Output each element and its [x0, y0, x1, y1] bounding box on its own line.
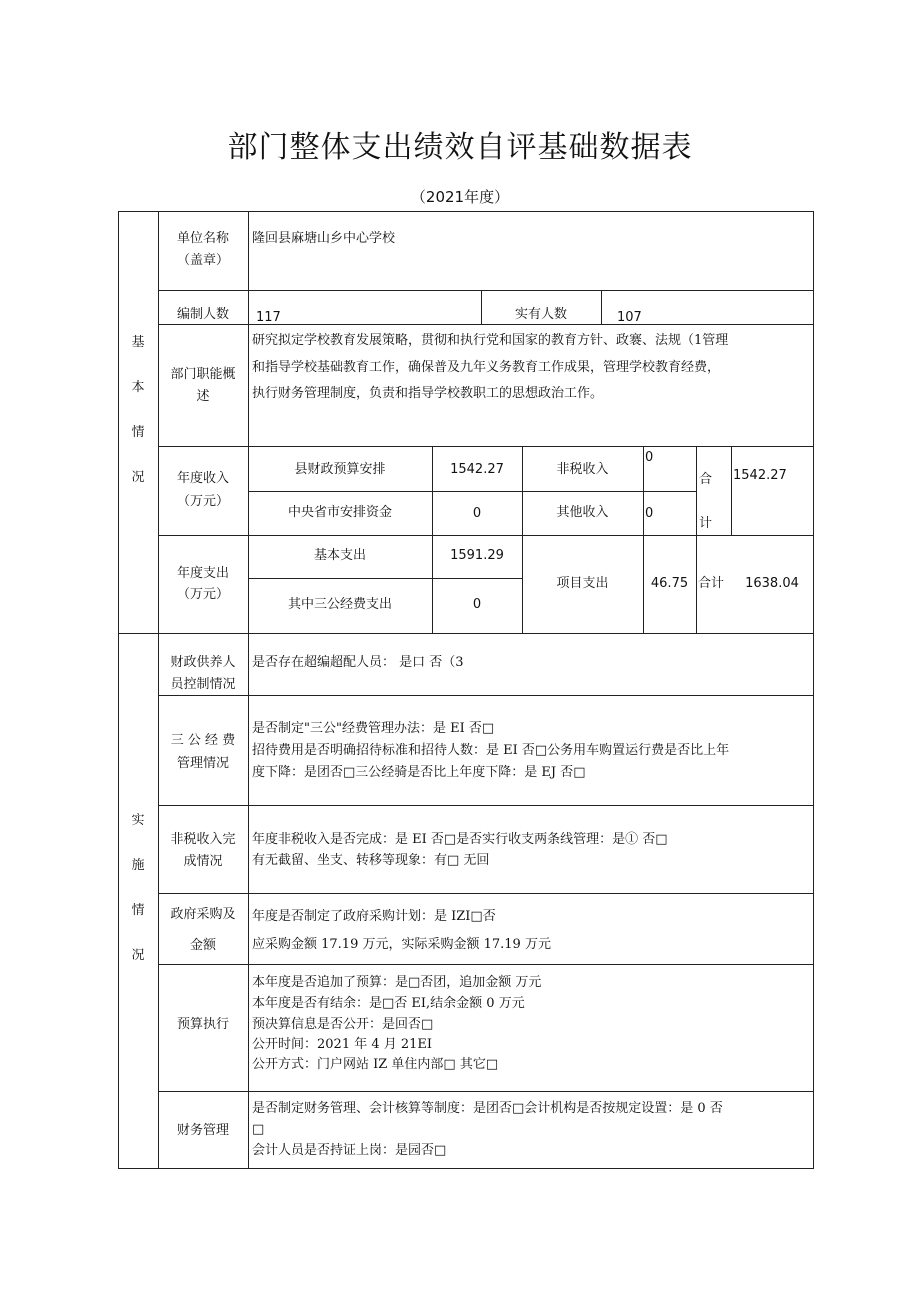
- budget-execution-text: 公开时间：2021 年 4 月 21EI: [252, 1037, 433, 1052]
- project-expense-label: 项目支出: [556, 576, 609, 591]
- county-budget-label: 县财政预算安排: [294, 462, 386, 477]
- budget-execution-text: 本年度是否追加了预算：是□否团，追加金额 万元: [252, 975, 542, 990]
- non-tax-completion-label-2: 成情况: [183, 854, 223, 869]
- three-public-expense-label: 其中三公经费支出: [287, 597, 392, 612]
- income-total-label: 合: [699, 472, 713, 487]
- duties-text: 执行财务管理制度，负责和指导学校教职工的思想政治工作。: [252, 386, 604, 401]
- income-unit-label: （万元）: [176, 494, 229, 509]
- basic-expense-label: 基本支出: [313, 548, 366, 563]
- expense-label: 年度支出: [176, 566, 229, 581]
- finance-mgmt-text: □: [252, 1122, 265, 1137]
- three-public-mgmt-label: 三 公 经 费: [170, 733, 236, 748]
- procurement-label-2: 金额: [189, 938, 216, 953]
- section-char: 情: [131, 425, 145, 440]
- three-public-expense-value: 0: [472, 597, 482, 612]
- staff-control-label-2: 员控制情况: [170, 677, 236, 692]
- three-public-mgmt-text: 招待费用是否明确招待标准和招待人数：是 EI 否□公务用车购置运行费是否比上年: [252, 743, 730, 758]
- actual-staff-value: 107: [617, 310, 642, 325]
- non-tax-completion-label: 非税收入完: [170, 832, 236, 847]
- duties-label: 部门职能概: [170, 367, 236, 382]
- project-expense-value: 46.75: [650, 576, 689, 591]
- procurement-text: 应采购金额 17.19 万元，实际采购金额 17.19 万元: [252, 937, 551, 952]
- section-char: 况: [131, 948, 145, 963]
- three-public-mgmt-label-2: 管理情况: [176, 756, 229, 771]
- central-funds-label: 中央省市安排资金: [287, 505, 392, 520]
- section-char: 本: [131, 380, 145, 395]
- non-tax-value: 0: [645, 450, 654, 465]
- section-char: 施: [131, 858, 145, 873]
- other-income-value: 0: [645, 506, 654, 521]
- expense-unit-label: （万元）: [176, 587, 229, 602]
- three-public-mgmt-text: 度下降：是团否□三公经骑是否比上年度下降：是 EJ 否□: [252, 765, 586, 780]
- section-basic-info: [128, 320, 148, 500]
- staff-quota-value: 117: [256, 310, 281, 325]
- non-tax-completion-text: 有无截留、坐支、转移等现象：有□ 无回: [252, 853, 490, 868]
- section-char: 情: [131, 903, 145, 918]
- section-implementation: [128, 798, 148, 978]
- income-total-label-2: 计: [699, 516, 713, 531]
- section-char: 况: [131, 470, 145, 485]
- budget-execution-text: 预决算信息是否公开：是回否□: [252, 1017, 434, 1032]
- staff-control-label: 财政供养人: [170, 655, 236, 670]
- unit-name-value: 隆回县麻塘山乡中心学校: [252, 231, 396, 246]
- three-public-mgmt-text: 是否制定"三公"经费管理办法：是 EI 否□: [252, 721, 495, 736]
- unit-name-label: 单位名称: [176, 231, 229, 246]
- report-year: （2021年度）: [410, 188, 510, 206]
- duties-text: 和指导学校基础教育工作，确保普及九年义务教育工作成果，管理学校教育经费，: [252, 360, 721, 375]
- finance-mgmt-text: 是否制定财务管理、会计核算等制度：是团否□会计机构是否按规定设置：是 0 否: [252, 1101, 723, 1116]
- section-char: 实: [131, 813, 145, 828]
- central-funds-value: 0: [472, 506, 482, 521]
- expense-total-value: 1638.04: [745, 576, 799, 591]
- budget-execution-label: 预算执行: [176, 1017, 229, 1032]
- budget-execution-text: 公开方式：门户网站 IZ 单住内部□ 其它□: [252, 1057, 499, 1072]
- county-budget-value: 1542.27: [450, 462, 504, 477]
- procurement-label: 政府采购及: [170, 907, 236, 922]
- finance-mgmt-label: 财务管理: [176, 1123, 229, 1138]
- income-total-value: 1542.27: [733, 468, 787, 483]
- duties-label-2: 述: [196, 389, 210, 404]
- basic-expense-value: 1591.29: [450, 548, 504, 563]
- non-tax-label: 非税收入: [556, 462, 609, 477]
- duties-text: 研究拟定学校教育发展策略，贯彻和执行党和国家的教育方针、政褰、法规（1管理: [252, 333, 729, 348]
- procurement-text: 年度是否制定了政府采购计划：是 IZI□否: [252, 909, 496, 924]
- page-title: 部门整体支出绩效自评基础数据表: [227, 130, 693, 165]
- section-char: 基: [131, 335, 145, 350]
- income-label: 年度收入: [176, 471, 229, 486]
- actual-staff-label: 实有人数: [514, 307, 567, 322]
- non-tax-completion-text: 年度非税收入是否完成：是 EI 否□是否实行收支两条线管理：是① 否□: [252, 832, 668, 847]
- unit-name-label-seal: （盖章）: [176, 253, 229, 268]
- expense-total-label: 合计: [698, 576, 725, 591]
- finance-mgmt-text: 会计人员是否持证上岗：是园否□: [252, 1143, 447, 1158]
- other-income-label: 其他收入: [556, 505, 609, 520]
- staff-control-text: 是否存在超编超配人员： 是口 否（3: [252, 655, 464, 670]
- staff-quota-label: 编制人数: [176, 307, 229, 322]
- budget-execution-text: 本年度是否有结余：是□否 EI,结余金额 0 万元: [252, 996, 525, 1011]
